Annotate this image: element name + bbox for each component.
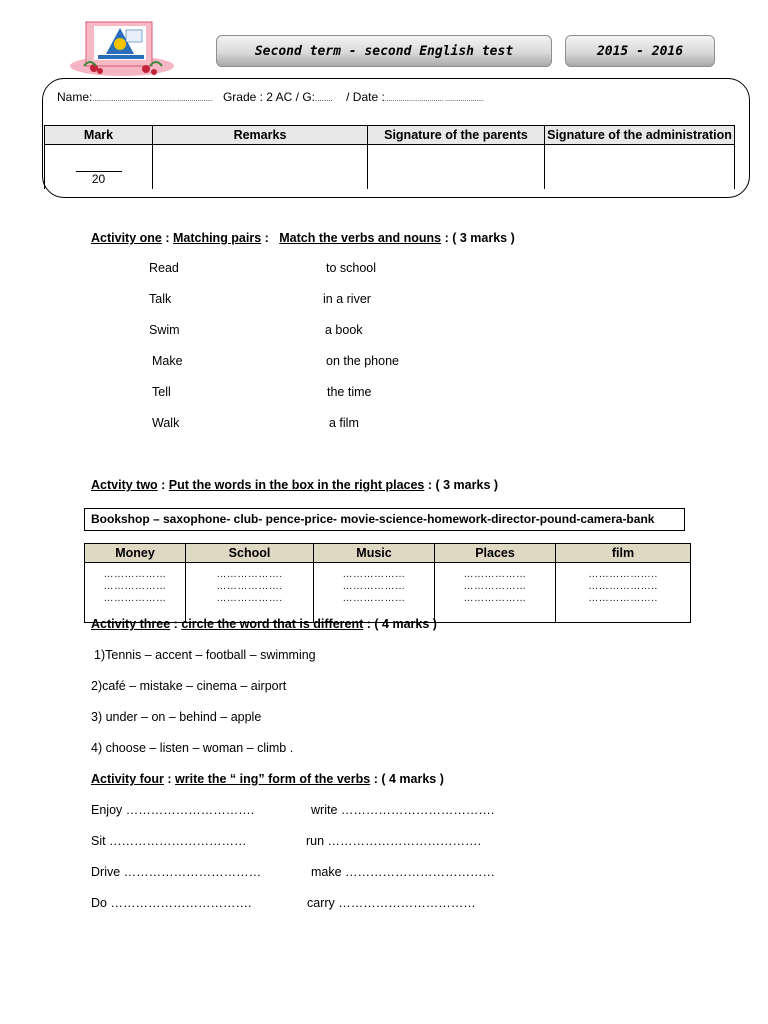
- film-answer-cell[interactable]: [556, 563, 691, 623]
- ing-verb-field[interactable]: make ………………………………: [311, 865, 496, 879]
- answer-line: ……………….: [216, 569, 283, 580]
- mark-cell[interactable]: [45, 145, 153, 190]
- activity-three-heading: [91, 617, 437, 631]
- verb-item: Swim: [149, 323, 180, 337]
- school-logo: [64, 16, 182, 78]
- separator: :: [157, 478, 169, 492]
- answer-line: ………………: [463, 581, 527, 592]
- name-label: Name:: [57, 90, 93, 104]
- date-label: / Date :: [346, 90, 385, 104]
- group-field[interactable]: ........: [315, 94, 333, 103]
- noun-item: on the phone: [326, 354, 399, 368]
- answer-line: ………………: [103, 569, 167, 580]
- verb-item: Read: [149, 261, 179, 275]
- noun-item: in a river: [323, 292, 371, 306]
- money-answer-cell[interactable]: [85, 563, 186, 623]
- activity-three-label: Activity three: [91, 617, 171, 631]
- odd-one-out-item[interactable]: 4) choose – listen – woman – climb .: [91, 741, 294, 755]
- school-year-banner: 2015 - 2016: [565, 35, 715, 67]
- activity-one-instruction: Match the verbs and nouns: [279, 231, 442, 245]
- places-answer-cell[interactable]: [435, 563, 556, 623]
- remarks-header: Remarks: [153, 126, 368, 145]
- verb-item: Make: [152, 354, 183, 368]
- odd-one-out-item[interactable]: 3) under – on – behind – apple: [91, 710, 262, 724]
- activity-four-label: Activity four: [91, 772, 164, 786]
- activity-one-marks: : ( 3 marks ): [441, 231, 515, 245]
- answer-line: ………………..: [588, 593, 658, 604]
- activity-one-label: Activity one: [91, 231, 162, 245]
- noun-item: a film: [329, 416, 359, 430]
- verb-item: Walk: [152, 416, 180, 430]
- school-header: School: [186, 544, 314, 563]
- answer-line: ………………..: [588, 569, 658, 580]
- marks-table: [44, 125, 735, 189]
- verb-item: Tell: [152, 385, 171, 399]
- answer-line: ………………: [342, 593, 406, 604]
- activity-two-label: Actvity two: [91, 478, 158, 492]
- ing-verb-field[interactable]: Enjoy ………………………….: [91, 803, 255, 817]
- answer-line: ………………: [463, 593, 527, 604]
- separator: :: [161, 231, 173, 245]
- verb-item: Talk: [149, 292, 172, 306]
- music-header: Music: [314, 544, 435, 563]
- answer-line: ………………: [463, 569, 527, 580]
- answer-line: ………………: [342, 581, 406, 592]
- noun-item: the time: [327, 385, 372, 399]
- noun-item: a book: [325, 323, 363, 337]
- answer-line: ………………..: [588, 581, 658, 592]
- separator: :: [163, 772, 176, 786]
- answer-line: ………………: [103, 593, 167, 604]
- categories-table: [84, 543, 691, 623]
- activity-one-subtitle: Matching pairs: [172, 231, 262, 245]
- mark-total: 20: [91, 172, 106, 186]
- activity-four-heading: [91, 772, 444, 786]
- places-header: Places: [435, 544, 556, 563]
- test-title-banner: Second term - second English test: [216, 35, 552, 67]
- name-field[interactable]: ..............................................................: [92, 96, 213, 103]
- answer-line: ………………: [103, 581, 167, 592]
- activity-two-instruction: Put the words in the box in the right places: [168, 478, 425, 492]
- noun-item: to school: [326, 261, 377, 275]
- ing-verb-field[interactable]: carry ……………………………: [307, 896, 476, 910]
- film-header: film: [556, 544, 691, 563]
- ing-verb-field[interactable]: Drive ……………………………: [91, 865, 262, 879]
- ing-verb-field[interactable]: Sit ……………………………: [91, 834, 247, 848]
- date-field[interactable]: .............................. ....................: [384, 96, 484, 103]
- remarks-cell[interactable]: [153, 145, 368, 190]
- separator: :: [170, 617, 182, 631]
- answer-line: ……………….: [216, 581, 283, 592]
- grade-label: Grade : 2 AC / G:: [222, 90, 315, 104]
- odd-one-out-item[interactable]: 2)café – mistake – cinema – airport: [91, 679, 287, 693]
- activity-three-instruction: circle the word that is different: [181, 617, 364, 631]
- odd-one-out-item[interactable]: 1)Tennis – accent – football – swimming: [94, 648, 316, 662]
- money-header: Money: [85, 544, 186, 563]
- parents-signature-cell[interactable]: [368, 145, 545, 190]
- student-info-line: [57, 90, 484, 104]
- activity-three-marks: : ( 4 marks ): [363, 617, 437, 631]
- administration-signature-header: Signature of the administration: [545, 126, 735, 145]
- separator: :: [261, 231, 280, 245]
- answer-line: ……………….: [216, 593, 283, 604]
- school-answer-cell[interactable]: [186, 563, 314, 623]
- activity-four-marks: : ( 4 marks ): [370, 772, 444, 786]
- activity-one-heading: [91, 231, 515, 245]
- parents-signature-header: Signature of the parents: [368, 126, 545, 145]
- administration-signature-cell[interactable]: [545, 145, 735, 190]
- music-answer-cell[interactable]: [314, 563, 435, 623]
- ing-verb-field[interactable]: run ……………………………….: [306, 834, 482, 848]
- ing-verb-field[interactable]: write ……………………………….: [311, 803, 495, 817]
- activity-two-heading: [91, 478, 498, 492]
- activity-four-instruction: write the “ ing” form of the verbs: [175, 772, 371, 786]
- ing-verb-field[interactable]: Do …………………………….: [91, 896, 252, 910]
- activity-two-marks: : ( 3 marks ): [424, 478, 499, 492]
- word-box: Bookshop – saxophone- club- pence-price- movie-science-homework-director-pound-camera-bank: [84, 508, 685, 531]
- mark-header: Mark: [45, 126, 153, 145]
- answer-line: ………………: [342, 569, 406, 580]
